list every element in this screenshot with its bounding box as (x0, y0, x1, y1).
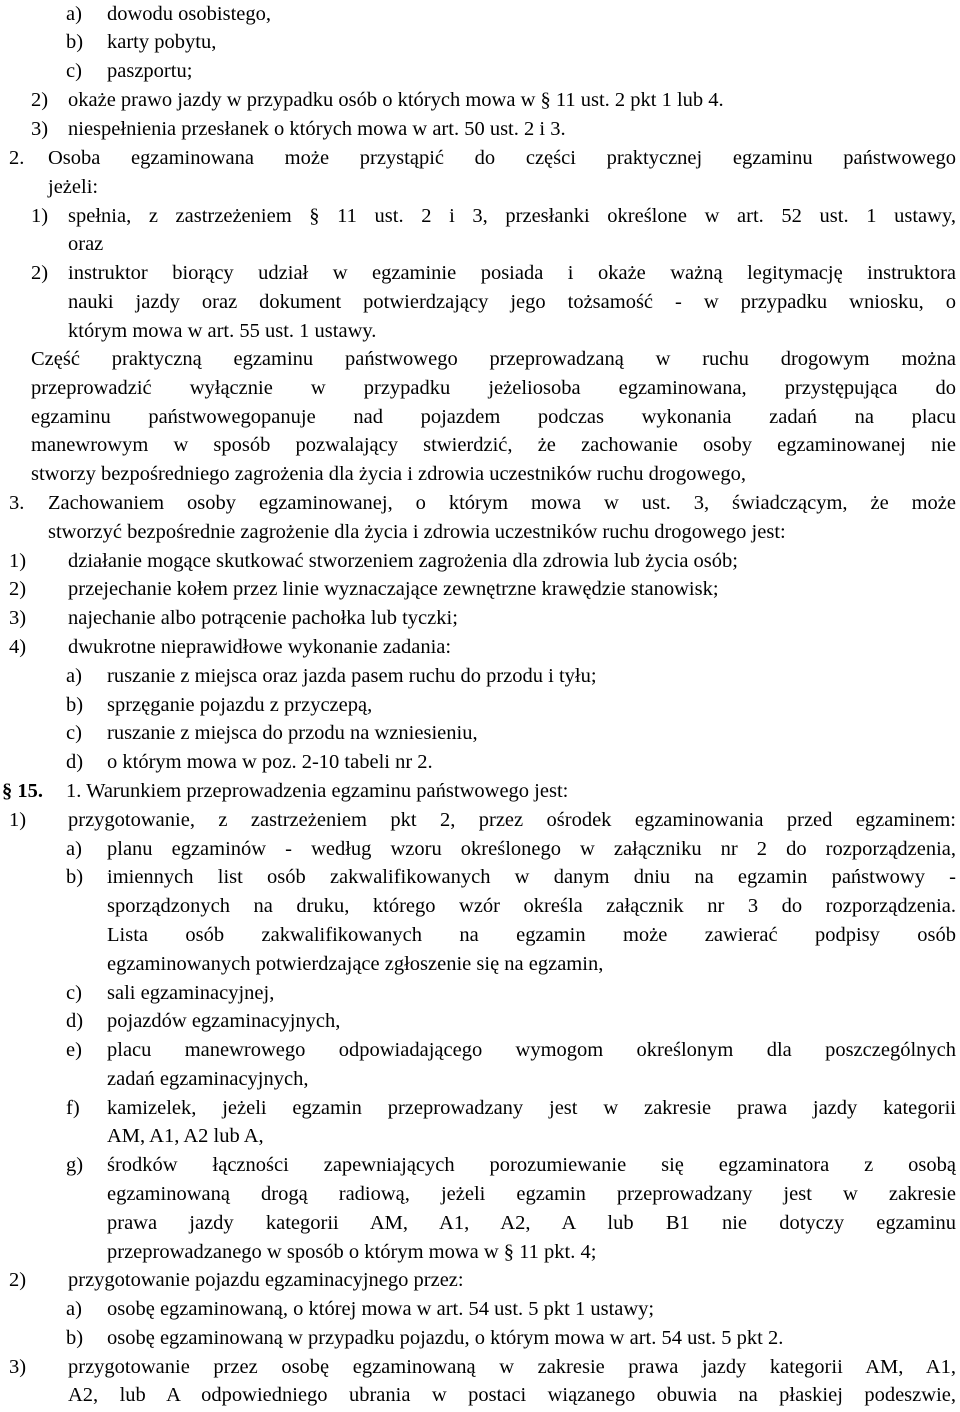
line-label: 3. (9, 492, 25, 514)
line-label: d) (66, 1010, 84, 1032)
line-text: spełnia, z zastrzeżeniem § 11 ust. 2 i 3, przesłanki określone w art. 52 ust. 1 ustawy, (68, 205, 956, 227)
text-line (0, 719, 960, 748)
line-text: przejechanie kołem przez linie wyznaczające zewnętrzne krawędzie stanowisk; (68, 578, 719, 600)
text-line (0, 575, 960, 604)
line-text: nauki jazdy oraz dokument potwierdzający jego tożsamość - w przypadku wniosku, o (68, 291, 956, 313)
line-label: 2) (31, 262, 49, 284)
line-text: dowodu osobistego, (107, 3, 271, 25)
line-text: przeprowadzić wyłącznie w przypadku jeżeliosoba egzaminowana, przystępująca do (31, 377, 956, 399)
line-text: karty pobytu, (107, 31, 217, 53)
line-label: 2) (9, 1269, 27, 1291)
line-text: zadań egzaminacyjnych, (107, 1068, 309, 1090)
line-text: egzaminowanych potwierdzające zgłoszenie się na egzamin, (107, 953, 604, 975)
text-line (0, 691, 960, 720)
line-text: egzaminu państwowegopanuje nad pojazdem podczas wykonania zadań na placu (31, 406, 956, 428)
line-label: d) (66, 751, 84, 773)
line-text: A2, lub A odpowiedniego ubrania w postaci wiązanego obuwia na płaskiej podeszwie, (68, 1384, 956, 1406)
text-line (0, 1353, 960, 1382)
text-line (0, 317, 960, 346)
text-line (0, 950, 960, 979)
line-text: instruktor biorący udział w egzaminie posiada i okaże ważną legitymację instruktora (68, 262, 956, 284)
text-line (0, 518, 960, 547)
text-line (0, 202, 960, 231)
line-label: 3) (9, 607, 27, 629)
line-label: f) (66, 1097, 80, 1119)
text-line (0, 115, 960, 144)
line-label: b) (66, 694, 84, 716)
text-line (0, 1094, 960, 1123)
text-line (0, 460, 960, 489)
line-label: b) (66, 1327, 84, 1349)
line-text: pojazdów egzaminacyjnych, (107, 1010, 341, 1032)
text-line (0, 173, 960, 202)
line-label: c) (66, 722, 82, 744)
line-text: planu egzaminów - według wzoru określonego w załączniku nr 2 do rozporządzenia, (107, 838, 956, 860)
text-line (0, 431, 960, 460)
text-line (0, 1180, 960, 1209)
text-line (0, 489, 960, 518)
text-line (0, 1151, 960, 1180)
text-line (0, 604, 960, 633)
text-line (0, 892, 960, 921)
line-text: sprzęganie pojazdu z przyczepą, (107, 694, 373, 716)
line-text: sporządzonych na druku, którego wzór określa załącznik nr 3 do rozporządzenia. (107, 895, 956, 917)
line-text: o którym mowa w poz. 2-10 tabeli nr 2. (107, 751, 433, 773)
text-line (0, 835, 960, 864)
line-label: 1) (9, 809, 27, 831)
line-text: jeżeli: (48, 176, 99, 198)
line-label: 3) (9, 1356, 27, 1378)
line-text: Osoba egzaminowana może przystąpić do części praktycznej egzaminu państwowego (48, 147, 956, 169)
text-line (0, 144, 960, 173)
line-text: najechanie albo potrącenie pachołka lub tyczki; (68, 607, 458, 629)
text-line (0, 547, 960, 576)
text-line (0, 662, 960, 691)
line-text: osobę egzaminowaną, o której mowa w art. 54 ust. 5 pkt 1 ustawy; (107, 1298, 655, 1320)
text-line (0, 777, 960, 806)
text-line (0, 863, 960, 892)
line-text: którym mowa w art. 55 ust. 1 ustawy. (68, 320, 377, 342)
line-text: okaże prawo jazdy w przypadku osób o których mowa w § 11 ust. 2 pkt 1 lub 4. (68, 89, 724, 111)
line-text: przygotowanie pojazdu egzaminacyjnego przez: (68, 1269, 464, 1291)
text-line (0, 1238, 960, 1267)
line-label: e) (66, 1039, 82, 1061)
line-text: AM, A1, A2 lub A, (107, 1125, 264, 1147)
text-line (0, 1266, 960, 1295)
text-line (0, 288, 960, 317)
line-text: stworzy bezpośredniego zagrożenia dla życia i zdrowia uczestników ruchu drogowego, (31, 463, 746, 485)
text-line (0, 259, 960, 288)
line-label: 2) (9, 578, 27, 600)
text-line (0, 230, 960, 259)
line-text: prawa jazdy kategorii AM, A1, A2, A lub B1 nie dotyczy egzaminu (107, 1212, 956, 1234)
text-line (0, 345, 960, 374)
text-line (0, 921, 960, 950)
line-label: § 15. (2, 780, 43, 802)
line-label: a) (66, 1298, 82, 1320)
line-text: imiennych list osób zakwalifikowanych w danym dniu na egzamin państwowy - (107, 866, 956, 888)
line-text: osobę egzaminowaną w przypadku pojazdu, o którym mowa w art. 54 ust. 5 pkt 2. (107, 1327, 784, 1349)
line-text: kamizelek, jeżeli egzamin przeprowadzany jest w zakresie prawa jazdy kategorii (107, 1097, 956, 1119)
text-line (0, 1295, 960, 1324)
line-text: 1. Warunkiem przeprowadzenia egzaminu państwowego jest: (66, 780, 569, 802)
line-label: a) (66, 838, 82, 860)
line-label: 3) (31, 118, 49, 140)
text-line (0, 0, 960, 29)
line-label: g) (66, 1154, 84, 1176)
text-line (0, 1065, 960, 1094)
line-label: c) (66, 60, 82, 82)
text-line (0, 28, 960, 57)
text-line (0, 1324, 960, 1353)
line-label: b) (66, 31, 84, 53)
line-text: przygotowanie, z zastrzeżeniem pkt 2, przez ośrodek egzaminowania przed egzaminem: (68, 809, 956, 831)
line-text: dwukrotne nieprawidłowe wykonanie zadania: (68, 636, 452, 658)
line-label: 2) (31, 89, 49, 111)
line-label: 1) (9, 550, 27, 572)
line-text: przygotowanie przez osobę egzaminowaną w zakresie prawa jazdy kategorii AM, A1, (68, 1356, 956, 1378)
line-label: 1) (31, 205, 49, 227)
line-text: środków łączności zapewniających porozumiewanie się egzaminatora z osobą (107, 1154, 956, 1176)
line-text: egzaminowaną drogą radiową, jeżeli egzamin przeprowadzany jest w zakresie (107, 1183, 956, 1205)
line-text: paszportu; (107, 60, 193, 82)
text-line (0, 1209, 960, 1238)
text-line (0, 633, 960, 662)
line-text: placu manewrowego odpowiadającego wymogom określonym dla poszczególnych (107, 1039, 956, 1061)
text-line (0, 1036, 960, 1065)
line-label: a) (66, 665, 82, 687)
line-label: b) (66, 866, 84, 888)
text-line (0, 374, 960, 403)
line-text: stworzyć bezpośrednie zagrożenie dla życia i zdrowia uczestników ruchu drogowego jest: (48, 521, 786, 543)
text-line (0, 1007, 960, 1036)
text-line (0, 1381, 960, 1410)
line-text: ruszanie z miejsca oraz jazda pasem ruchu do przodu i tyłu; (107, 665, 597, 687)
line-text: Lista osób zakwalifikowanych na egzamin może zawierać podpisy osób (107, 924, 956, 946)
line-text: sali egzaminacyjnej, (107, 982, 275, 1004)
line-text: oraz (68, 233, 104, 255)
text-line (0, 979, 960, 1008)
text-line (0, 806, 960, 835)
text-line (0, 57, 960, 86)
line-text: ruszanie z miejsca do przodu na wzniesieniu, (107, 722, 478, 744)
text-line (0, 1122, 960, 1151)
line-text: Zachowaniem osoby egzaminowanej, o którym mowa w ust. 3, świadczącym, że może (48, 492, 956, 514)
line-text: niespełnienia przesłanek o których mowa w art. 50 ust. 2 i 3. (68, 118, 566, 140)
line-text: działanie mogące skutkować stworzeniem zagrożenia dla zdrowia lub życia osób; (68, 550, 738, 572)
line-text: manewrowym w sposób pozwalający stwierdzić, że zachowanie osoby egzaminowanej nie (31, 434, 956, 456)
line-label: a) (66, 3, 82, 25)
line-label: c) (66, 982, 82, 1004)
text-line (0, 403, 960, 432)
text-line (0, 748, 960, 777)
text-line (0, 86, 960, 115)
line-label: 4) (9, 636, 27, 658)
line-text: przeprowadzanego w sposób o którym mowa w § 11 pkt. 4; (107, 1241, 597, 1263)
line-label: 2. (9, 147, 25, 169)
line-text: Część praktyczną egzaminu państwowego przeprowadzaną w ruchu drogowym można (31, 348, 956, 370)
